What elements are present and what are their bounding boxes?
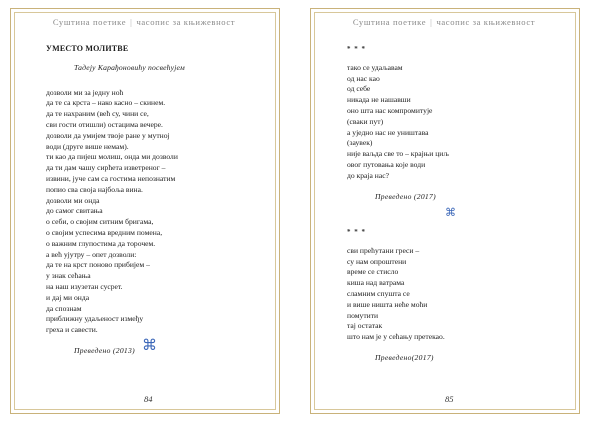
poem-line: тако се удаљавам (347, 62, 403, 72)
translation-note: Преведено (2013) (74, 345, 135, 355)
poem-line: време се стисло (347, 267, 399, 277)
journal-subtitle: часопис за књижевност (436, 17, 536, 27)
poem-line: киша над ватрама (347, 278, 405, 288)
poem-line: (заувек) (347, 138, 373, 148)
poem-line: дозволи ми онда (46, 195, 100, 205)
journal-name: Суштина поетике (52, 17, 127, 27)
poem-line: (сваки пут) (347, 116, 384, 126)
poem-line: у знак сећања (46, 271, 91, 281)
section-asterisks: * * * (347, 45, 366, 53)
running-header (0, 17, 288, 27)
poem-line: ти као да пијеш молиш, онда ми дозволи (46, 152, 178, 162)
poem-block (46, 44, 266, 357)
poem-line: су нам опроштени (347, 256, 407, 266)
poem-one (347, 44, 567, 202)
poems-block (347, 44, 567, 362)
poem-line: попио сва своја најбоља вина. (46, 184, 143, 194)
poem-lines (46, 88, 266, 336)
poem-line: што нам је у сећању претекао. (347, 332, 445, 342)
poem-line: а уједно нас не уништава (347, 127, 429, 137)
header-separator: | (130, 17, 133, 27)
poem-title: УМЕСТО МОЛИТВЕ (46, 44, 129, 53)
poem-line: помутити (347, 310, 379, 320)
poem-line: на наш изузетан сусрет. (46, 281, 123, 291)
poem-line: греха и савести. (46, 325, 98, 335)
journal-subtitle: часопис за књижевност (136, 17, 236, 27)
page-number: 84 (144, 394, 153, 404)
poem-line: оно шта нас компромитује (347, 105, 433, 115)
poem-line: до самог свитања (46, 206, 103, 216)
section-asterisks: * * * (347, 228, 366, 236)
command-ornament-icon: ⌘ (142, 336, 157, 354)
poem-line: није ваљда све то – крајњи циљ (347, 149, 449, 159)
poem-line: а већ ујутру – опет дозволи: (46, 249, 137, 259)
translation-note: Преведено (2017) (375, 191, 436, 201)
poem-line: о себи, о својим ситним бригама, (46, 217, 154, 227)
poem-line: од себе (347, 84, 371, 94)
poem-line: сламним спушта се (347, 288, 410, 298)
command-ornament-icon: ⌘ (445, 206, 456, 219)
page-number: 85 (445, 394, 454, 404)
poem-line: овог путовања које води (347, 159, 426, 169)
poem-line: да ти дам чашу сирћета изветреног – (46, 163, 166, 173)
poem-line: води (друге више немам). (46, 141, 129, 151)
poem-line: дозволи да умијем твоје ране у мутној (46, 130, 170, 140)
poem-line: сви прећутани греси – (347, 245, 420, 255)
poem-line: да спознам (46, 303, 82, 313)
journal-name: Суштина поетике (352, 17, 427, 27)
poem-line: извини, јуче сам са гостима непознатим (46, 173, 176, 183)
poem-line: о својим успесима вредним помена, (46, 227, 163, 237)
poem-two (347, 227, 567, 364)
poem-line: приближну удаљеност између (46, 314, 144, 324)
header-separator: | (430, 17, 433, 27)
running-header (300, 17, 588, 27)
poem-dedication: Тадеју Карађоновићу посвећујем (74, 62, 185, 72)
poem-line: и више ништа неће моћи (347, 299, 428, 309)
poem-line: дозволи ми за једну ноћ (46, 87, 124, 97)
translation-note: Преведено(2017) (375, 352, 434, 362)
poem-line: о важним глупостима да торочем. (46, 238, 156, 248)
poem-line: да те са крста – нако касно – скинем. (46, 98, 166, 108)
poem-line: тај остатак (347, 321, 383, 331)
poem-line: и дај ми онда (46, 292, 90, 302)
poem-line: до краја нас? (347, 170, 389, 180)
poem-line: да те нахраним (већ су, чини се, (46, 109, 149, 119)
poem-line: сви гости отишли) остацима вечере. (46, 119, 163, 129)
poem-line: да те на крст поново прибијем – (46, 260, 150, 270)
right-page (300, 0, 600, 426)
poem-line: од нас као (347, 73, 380, 83)
poem-line: никада не нашавши (347, 95, 411, 105)
